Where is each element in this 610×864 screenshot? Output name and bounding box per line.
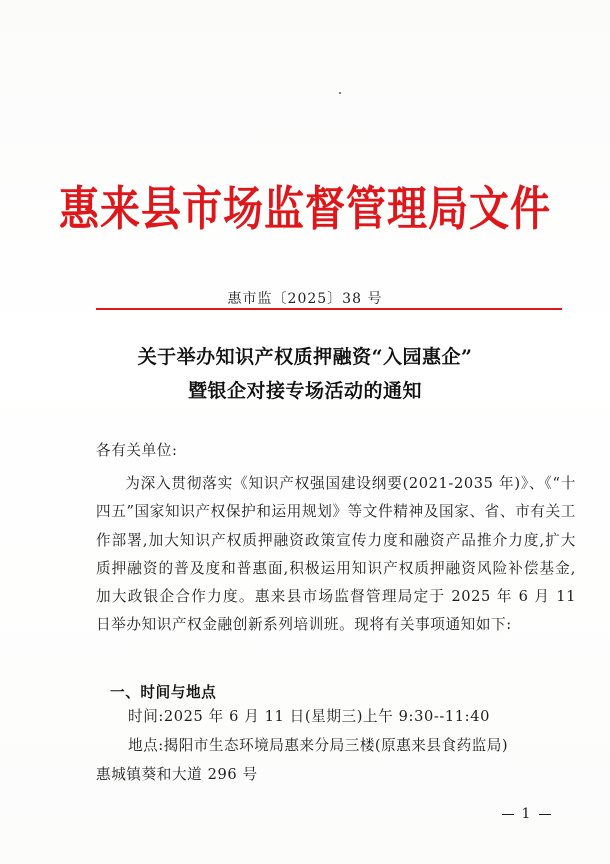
section-heading-time-place: 一、时间与地点 (110, 684, 217, 701)
event-place: 地点:揭阳市生态环境局惠来分局三楼(原惠来县食药监局) (128, 737, 509, 754)
red-separator-line (96, 308, 562, 310)
event-place-continued: 惠城镇葵和大道 296 号 (96, 766, 258, 783)
page-number-dash-left (502, 814, 514, 815)
page-number (500, 806, 553, 822)
page-number-value: 1 (521, 806, 532, 822)
document-number: 惠市监〔2025〕38 号 (227, 291, 383, 307)
document-masthead: 惠来县市场监督管理局文件 (59, 182, 551, 237)
event-time: 时间:2025 年 6 月 11 日(星期三)上午 9:30--11:40 (128, 708, 490, 725)
notice-title-line-2: 暨银企对接专场活动的通知 (187, 380, 422, 402)
body-paragraph: 为深入贯彻落实《知识产权强国建设纲要(2021-2035 年)》、《“十四五”国家知识产权保护和运用规划》等文件精神及国家、省、市有关工作部署,加大知识产权质押融资政策宣传力度和融资产品推介力度,扩大质押融资的普及度和普惠面,积极运用知识产权质押融资风险补偿基金,加大政银企合作力度。惠来县市场监督管理局定于 2025 年 6 月 11 日举办知识产权金融创新系列培训班。现将有关事项通知如下: (96, 475, 576, 634)
page-number-dash-right (539, 814, 551, 815)
salutation: 各有关单位: (96, 442, 178, 459)
scan-speck (339, 92, 341, 94)
notice-title-line-1: 关于举办知识产权质押融资“入园惠企” (137, 346, 473, 368)
